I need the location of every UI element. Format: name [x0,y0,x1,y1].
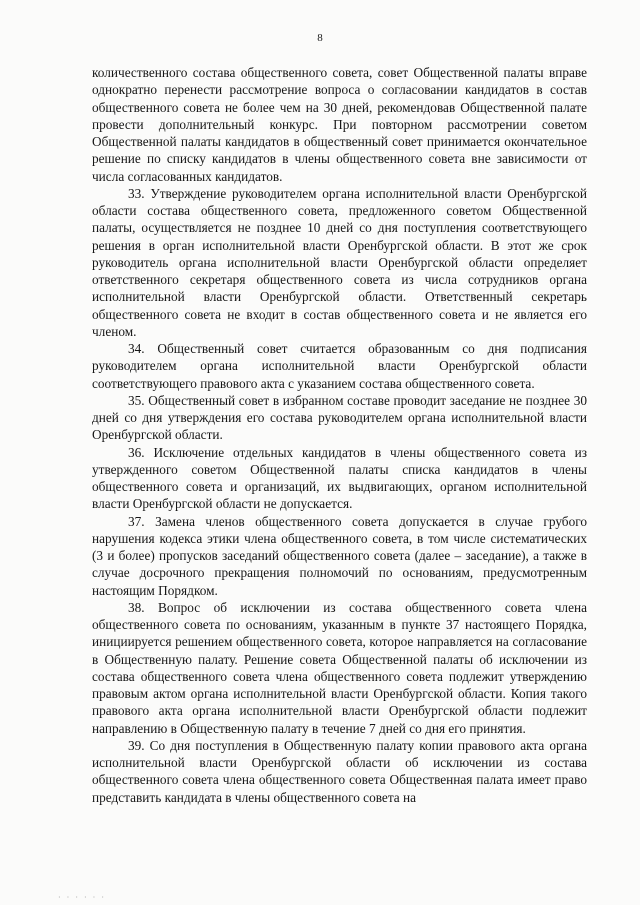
paragraph-35: 35. Общественный совет в избранном составе проводит заседание не позднее 30 дней со дня утверждения его состава руководителем органа исполнительной власти Оренбургской области. [92,392,587,443]
paragraph-37: 37. Замена членов общественного совета допускается в случае грубого нарушения кодекса этики члена общественного совета, в том числе систематических (3 и более) пропусков заседаний общественного совета (далее – заседание), а также в случае досрочного прекращения полномочий по основаниям, предусмотренным настоящим Порядком. [92,513,587,598]
document-body [92,64,587,806]
paragraph-38: 38. Вопрос об исключении из состава общественного совета члена общественного совета по основаниям, указанным в пункте 37 настоящего Порядка, инициируется решением общественного совета, которое направляется на согласование в Общественную палату. Решение совета Общественной палаты об исключении из состава общественного совета члена общественного совета подлежит утверждению правовым актом органа исполнительной власти Оренбургской области. Копия такого правового акта органа исполнительной власти Оренбургской области подлежит направлению в Общественную палату в течение 7 дней со дня его принятия. [92,599,587,736]
paragraph-continuation: количественного состава общественного совета, совет Общественной палаты вправе однократно перенести рассмотрение вопроса о согласовании кандидатов в состав общественного совета не более чем на 30 дней, рекомендовав Общественной палате провести дополнительный конкурс. При повторном рассмотрении советом Общественной палаты кандидатов в общественный совет принимается окончательное решение по списку кандидатов в члены общественного совета вне зависимости от числа согласованных кандидатов. [92,65,587,184]
page-number: 8 [317,32,323,44]
paragraph-34: 34. Общественный совет считается образованным со дня подписания руководителем органа исполнительной власти Оренбургской области соответствующего правового акта с указанием состава общественного совета. [92,341,587,391]
scan-edge-artifact: · · · · · · [58,893,106,899]
paragraph-33: 33. Утверждение руководителем органа исполнительной власти Оренбургской области состава общественного совета, предложенного советом Общественной палаты, осуществляется не позднее 10 дней со дня поступления соответствующего решения в орган исполнительной власти Оренбургской области. В этот же срок руководитель органа исполнительной власти Оренбургской области определяет ответственного секретаря общественного совета из числа сотрудников органа исполнительной власти Оренбургской области. Ответственный секретарь общественного совета не входит в состав общественного совета и не является его членом. [92,185,587,339]
paragraph-36: 36. Исключение отдельных кандидатов в члены общественного совета из утвержденного советом Общественной палаты списка кандидатов в члены общественного совета и организаций, их выдвигающих, органом исполнительной власти Оренбургской области не допускается. [92,444,587,512]
paragraph-39: 39. Со дня поступления в Общественную палату копии правового акта органа исполнительной власти Оренбургской области об исключении из состава общественного совета члена общественного совета Общественная палата имеет право представить кандидата в члены общественного совета на [92,737,587,805]
